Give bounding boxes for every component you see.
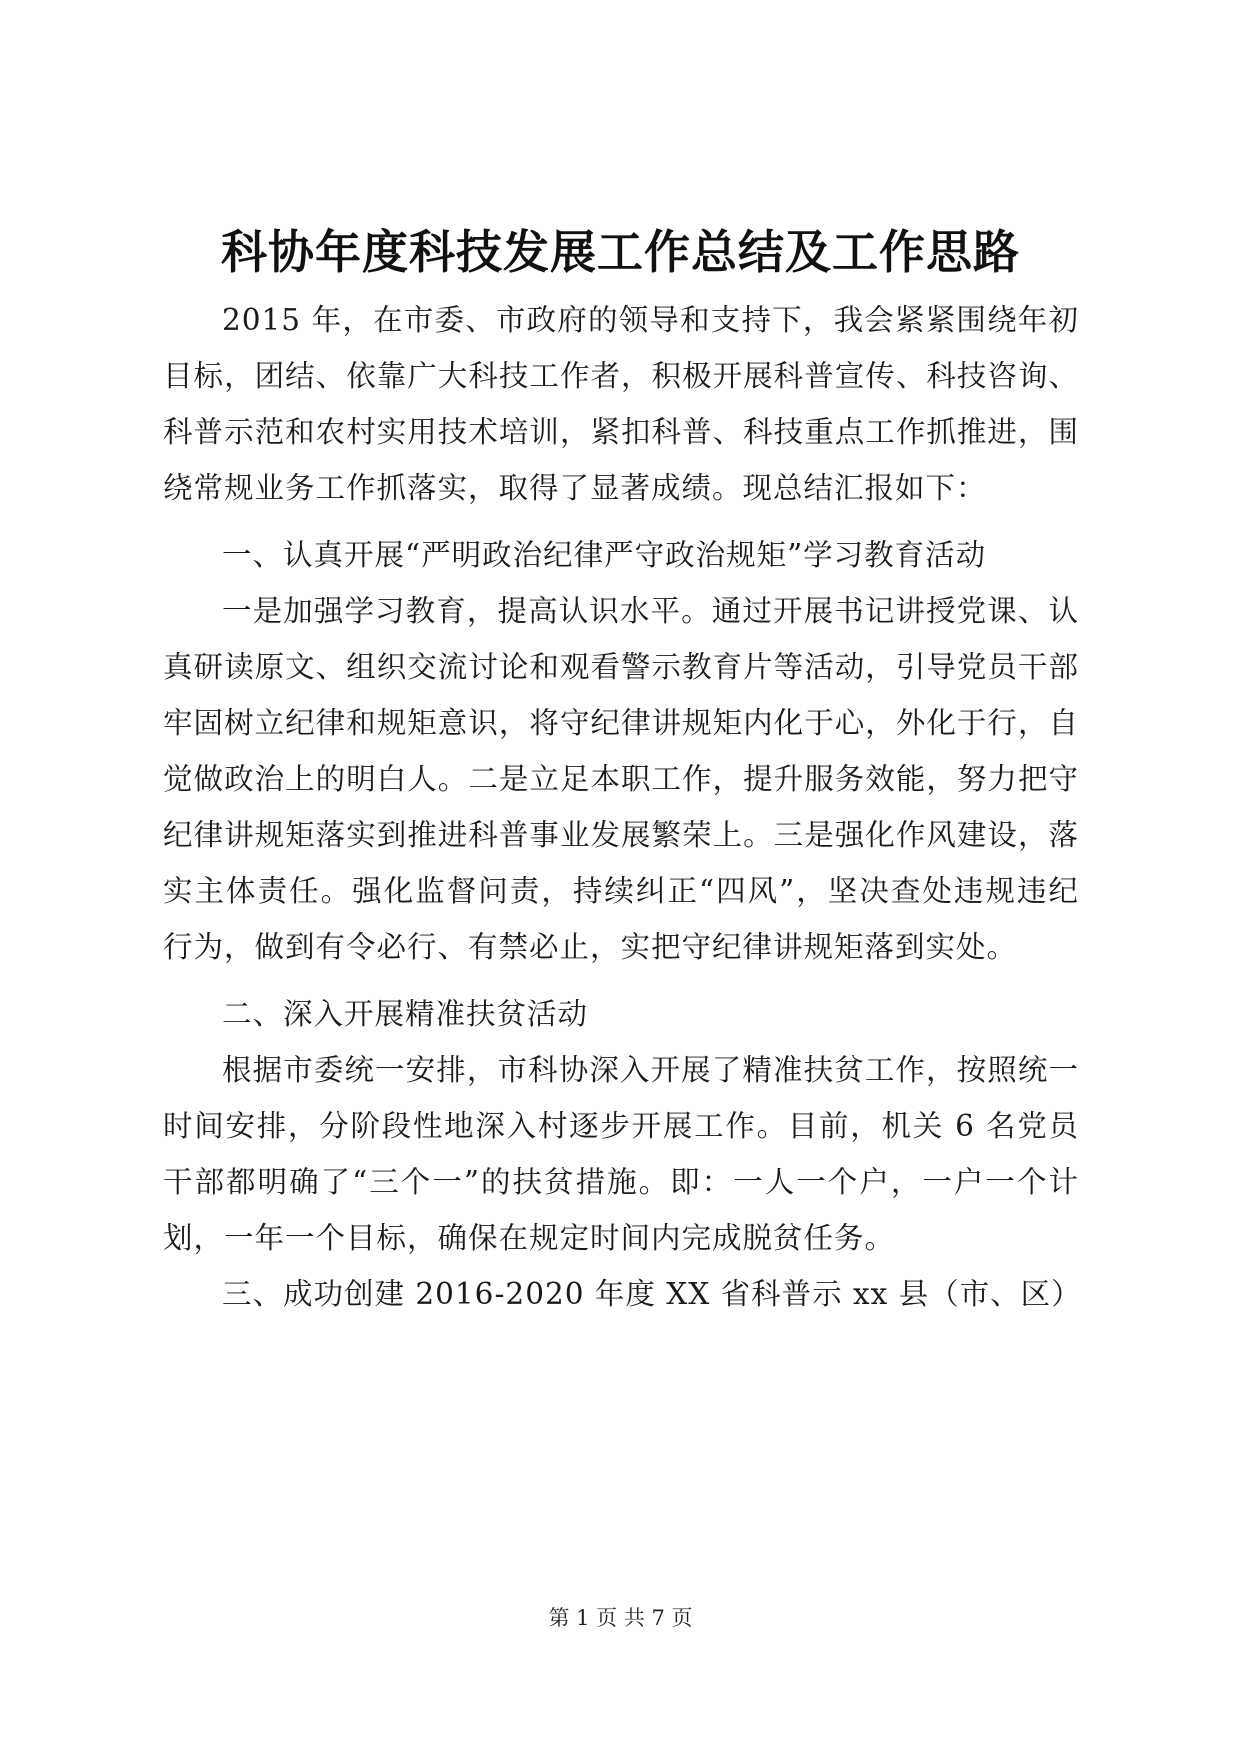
section-heading-3: 三、成功创建 2016-2020 年度 XX 省科普示 xx 县（市、区） — [222, 1277, 1082, 1311]
document-body — [163, 292, 1082, 1322]
intro-paragraph: 2015 年，在市委、市政府的领导和支持下，我会紧紧围绕年初目标，团结、依靠广大科技工作者，积极开展科普宣传、科技咨询、科普示范和农村实用技术培训，紧扣科普、科技重点工作抓推进，围绕常规业务工作抓落实，取得了显著成绩。现总结汇报如下： — [163, 303, 1079, 505]
section-heading-1: 一、认真开展“严明政治纪律严守政治规矩”学习教育活动 — [222, 538, 987, 572]
section-heading-2: 二、深入开展精准扶贫活动 — [222, 997, 589, 1031]
document-title: 科协年度科技发展工作总结及工作思路 — [221, 225, 1020, 279]
section-2-paragraph: 根据市委统一安排，市科协深入开展了精准扶贫工作，按照统一时间安排，分阶段性地深入村逐步开展工作。目前，机关 6 名党员干部都明确了“三个一”的扶贫措施。即：一人一个户，一户一个计划，一年一个目标，确保在规定时间内完成脱贫任务。 — [163, 1053, 1079, 1255]
section-1-paragraph: 一是加强学习教育，提高认识水平。通过开展书记讲授党课、认真研读原文、组织交流讨论和观看警示教育片等活动，引导党员干部牢固树立纪律和规矩意识，将守纪律讲规矩内化于心，外化于行，自觉做政治上的明白人。二是立足本职工作，提升服务效能，努力把守纪律讲规矩落实到推进科普事业发展繁荣上。三是强化作风建设，落实主体责任。强化监督问责，持续纠正“四风”，坚决查处违规违纪行为，做到有令必行、有禁必止，实把守纪律讲规矩落到实处。 — [163, 594, 1079, 964]
page-number-footer: 第 1 页 共 7 页 — [548, 1606, 693, 1630]
